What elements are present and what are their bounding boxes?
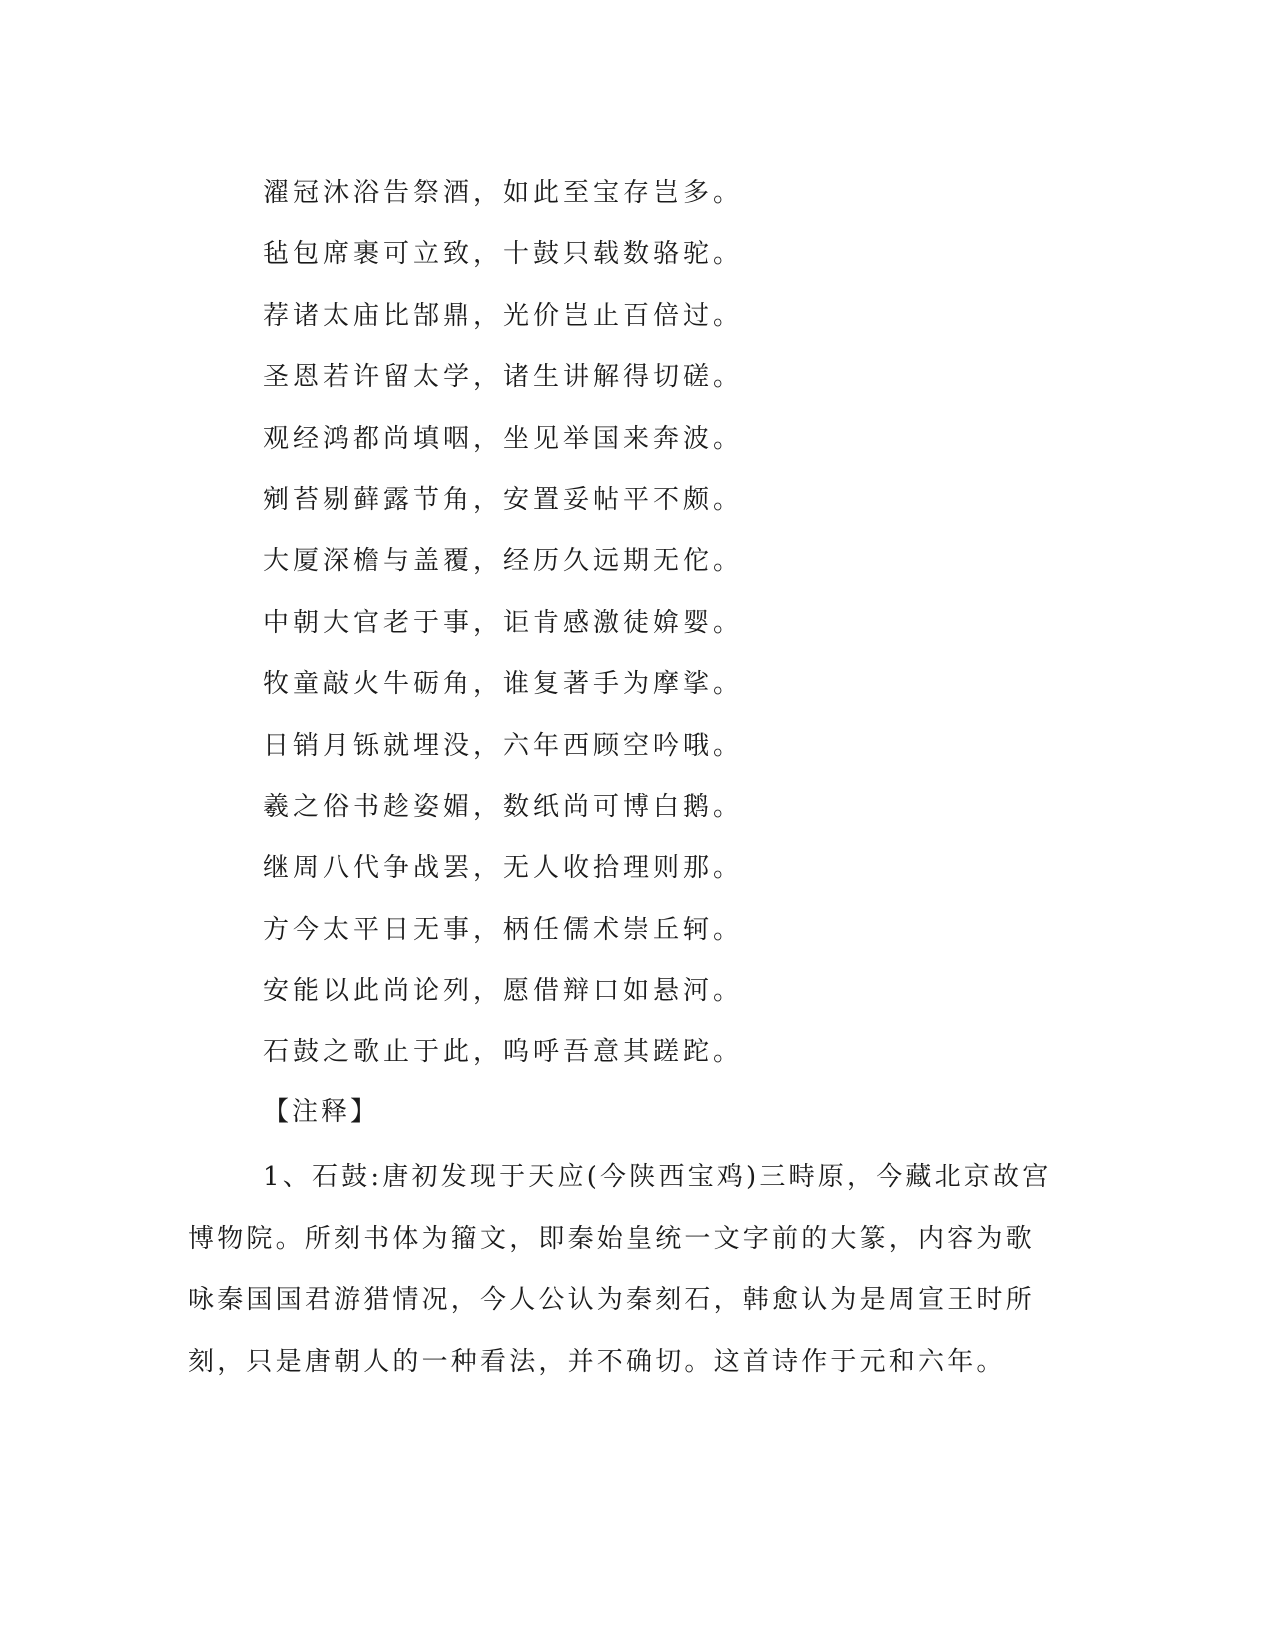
poem-line: 安能以此尚论列，愿借辩口如悬河。 — [263, 976, 744, 1007]
notes-heading: 【注释】 — [263, 1097, 380, 1127]
poem-line: 大厦深檐与盖覆，经历久远期无佗。 — [263, 546, 744, 577]
poem-line: 方今太平日无事，柄任儒术崇丘轲。 — [263, 914, 744, 945]
poem-line: 濯冠沐浴告祭酒，如此至宝存岂多。 — [263, 178, 744, 208]
poem-line: 继周八代争战罢，无人收拾理则那。 — [263, 853, 744, 884]
poem-line: 羲之俗书趁姿媚，数纸尚可博白鹅。 — [263, 791, 744, 822]
poem-line: 日销月铄就埋没，六年西顾空吟哦。 — [263, 730, 744, 761]
note-paragraph: 1、石鼓:唐初发现于天应(今陕西宝鸡)三畤原，今藏北京故宫博物院。所刻书体为籀文，即秦始皇统一文字前的大篆，内容为歌咏秦国国君游猎情况，今人公认为秦刻石，韩愈认为是周宣王时所刻，只是唐朝人的一种看法，并不确切。这首诗作于元和六年。 — [188, 1162, 1052, 1377]
poem-lines — [263, 163, 743, 1084]
poem-line: 中朝大官老于事，讵肯感激徒媕婴。 — [263, 607, 744, 638]
poem-line: 剜苔剔藓露节角，安置妥帖平不颇。 — [263, 484, 744, 515]
poem-line: 荐诸太庙比郜鼎，光价岂止百倍过。 — [263, 300, 744, 331]
poem-line: 观经鸿都尚填咽，坐见举国来奔波。 — [263, 423, 744, 454]
poem-line: 毡包席裹可立致，十鼓只载数骆驼。 — [263, 239, 744, 270]
poem-line: 石鼓之歌止于此，呜呼吾意其蹉跎。 — [263, 1037, 744, 1068]
poem-line: 牧童敲火牛砺角，谁复著手为摩挲。 — [263, 669, 744, 700]
poem-line: 圣恩若许留太学，诸生讲解得切磋。 — [263, 362, 744, 393]
